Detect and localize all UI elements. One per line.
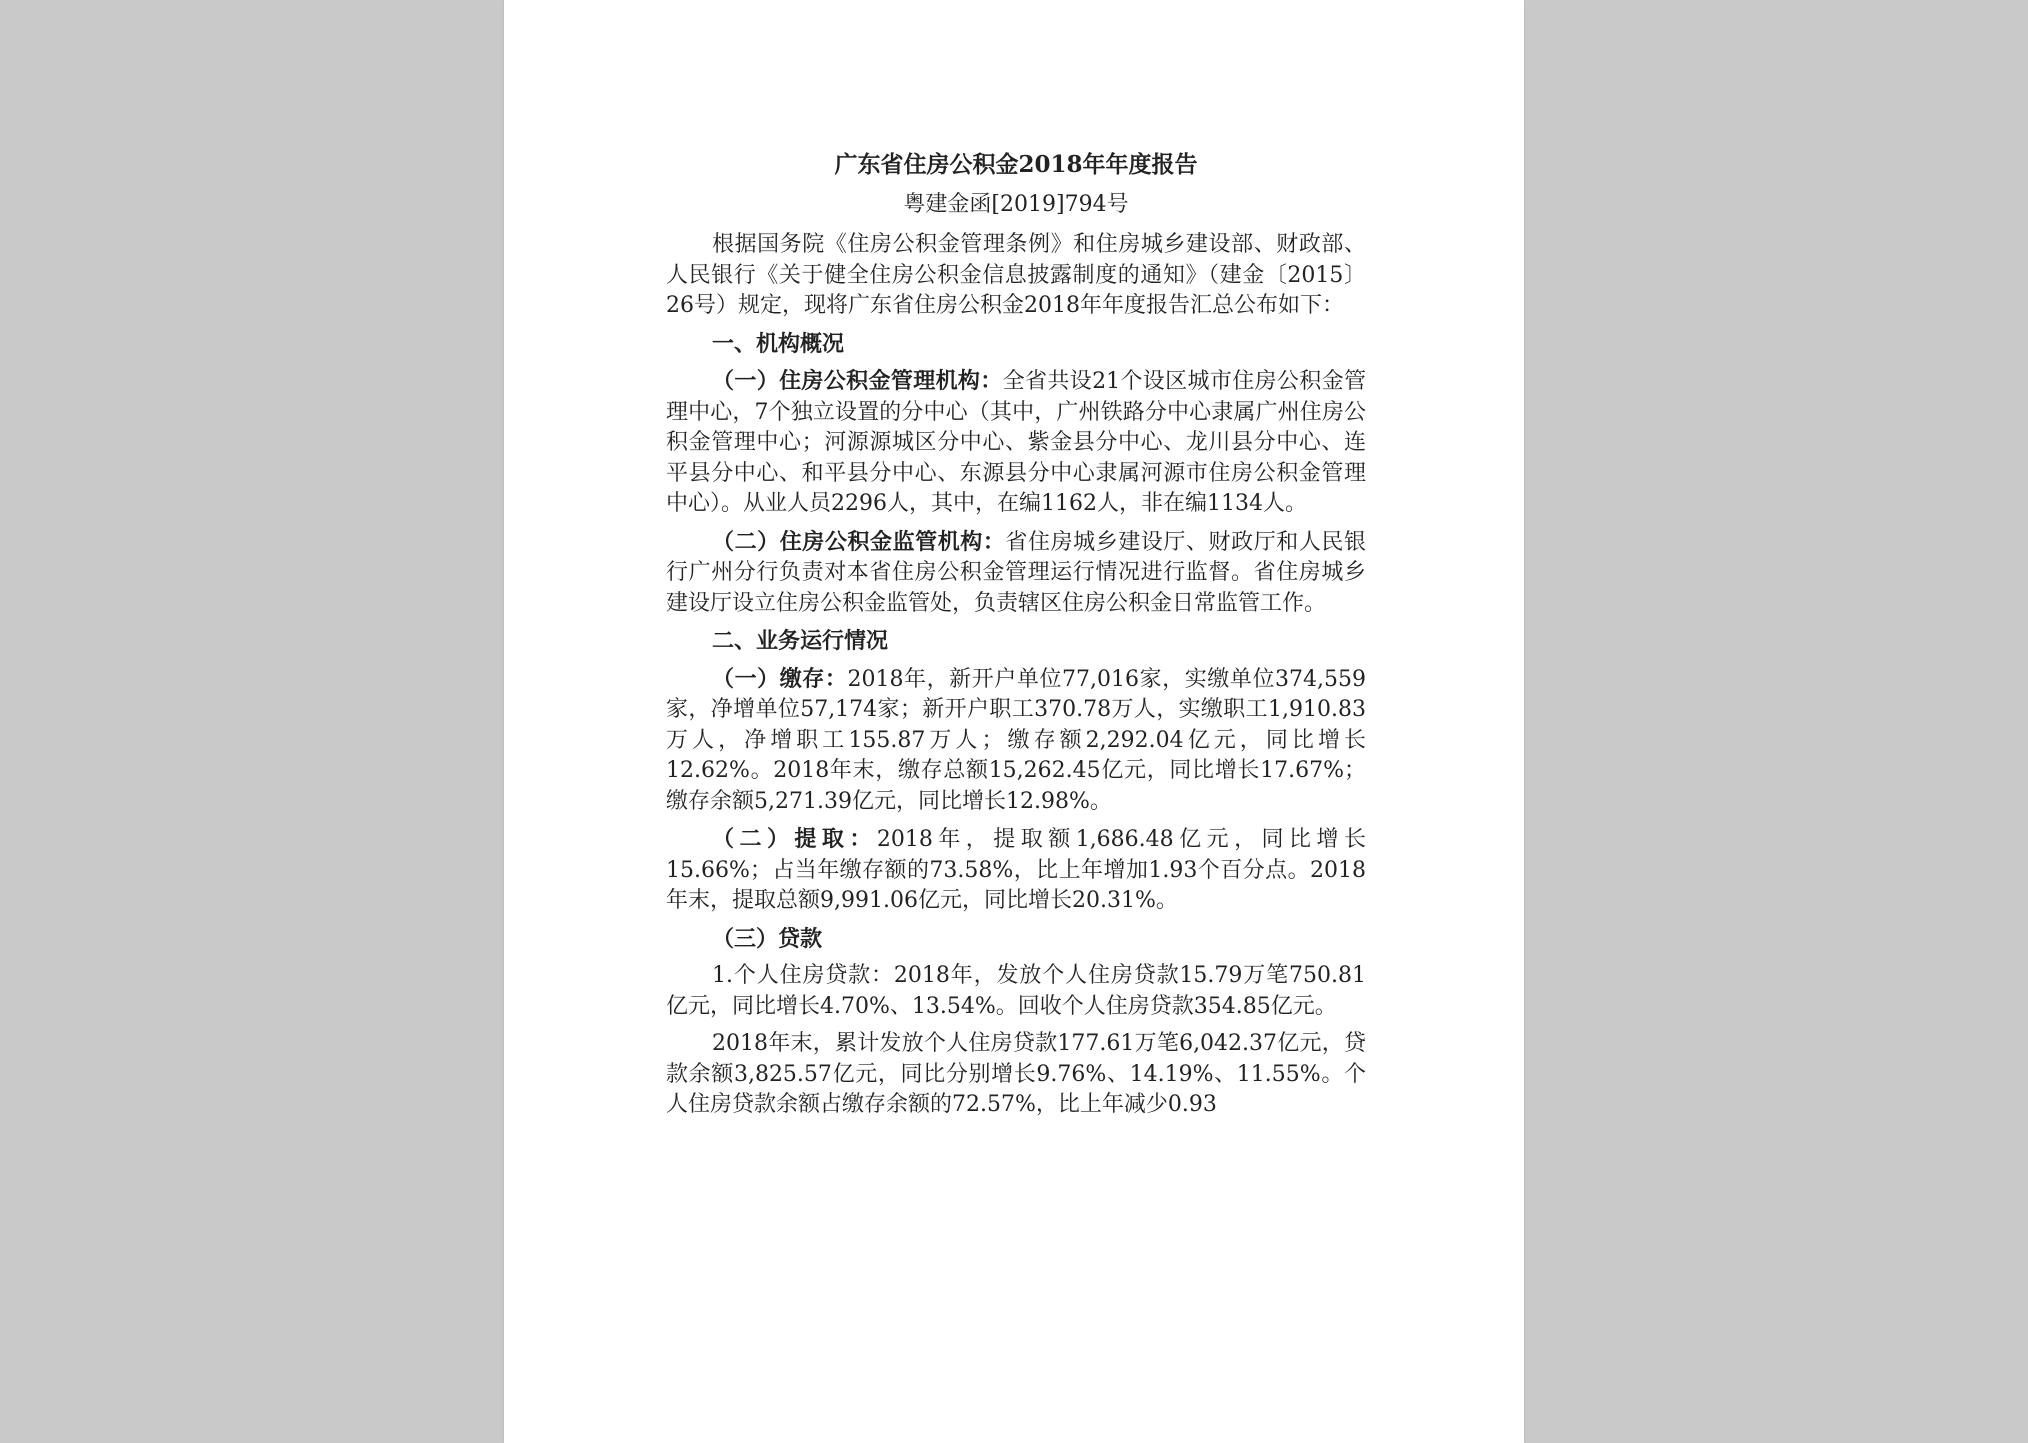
paragraph-lead: （一）缴存： [712,665,848,692]
paragraph-loan-totals: 2018年末，累计发放个人住房贷款177.61万笔6,042.37亿元，贷款余额3,825.57亿元，同比分别增长9.76%、14.19%、11.55%。个人住房贷款余额占缴存余额的72.57%，比上年减少0.93 [666,1031,1366,1117]
document-number: 粤建金函[2019]794号 [903,192,1129,217]
paragraph-lead: （二）提取： [712,826,877,852]
paragraph-lead: （二）住房公积金监管机构： [712,528,1006,555]
paragraph-lead: （一）住房公积金管理机构： [712,368,1003,394]
paragraph-supervision-institutions [666,527,1366,620]
paragraph-deposits [666,664,1366,818]
page-content [666,150,1366,1128]
paragraph-personal-loans: 1.个人住房贷款：2018年，发放个人住房贷款15.79万笔750.81亿元，同比增长4.70%、13.54%。回收个人住房贷款354.85亿元。 [666,963,1366,1019]
intro-paragraph: 根据国务院《住房公积金管理条例》和住房城乡建设部、财政部、人民银行《关于健全住房公积金信息披露制度的通知》（建金〔2015〕26号）规定，现将广东省住房公积金2018年年度报告汇总公布如下： [666,232,1366,318]
subsection-heading-loans: （三）贷款 [712,925,823,952]
paragraph-text: 省住房城乡建设厅、财政厅和人民银行广州分行负责对本省住房公积金管理运行情况进行监督。省住房城乡建设厅设立住房公积金监管处，负责辖区住房公积金日常监管工作。 [666,529,1366,616]
section-heading-operations: 二、业务运行情况 [712,628,889,654]
paragraph-text: 全省共设21个设区城市住房公积金管理中心，7个独立设置的分中心（其中，广州铁路分中心隶属广州住房公积金管理中心；河源源城区分中心、紫金县分中心、龙川县分中心、连平县分中心、和平县分中心、东源县分中心隶属河源市住房公积金管理中心）。从业人员2296人，其中，在编1162人，非在编1134人。 [666,369,1366,516]
document-page [504,0,1524,1443]
section-heading-institutions: 一、机构概况 [712,330,845,357]
document-title: 广东省住房公积金2018年年度报告 [834,151,1198,178]
paragraph-withdrawals [666,824,1366,917]
paragraph-management-institutions [666,366,1366,520]
paragraph-text: 2018年，提取额1,686.48亿元，同比增长15.66%；占当年缴存额的73.58%，比上年增加1.93个百分点。2018年末，提取总额9,991.06亿元，同比增长20.31%。 [666,827,1366,913]
paragraph-text: 2018年，新开户单位77,016家，实缴单位374,559家，净增单位57,174家；新开户职工370.78万人，实缴职工1,910.83万人，净增职工155.87万人；缴存额2,292.04亿元，同比增长12.62%。2018年末，缴存总额15,262.45亿元，同比增长17.67%；缴存余额5,271.39亿元，同比增长12.98%。 [666,666,1366,814]
